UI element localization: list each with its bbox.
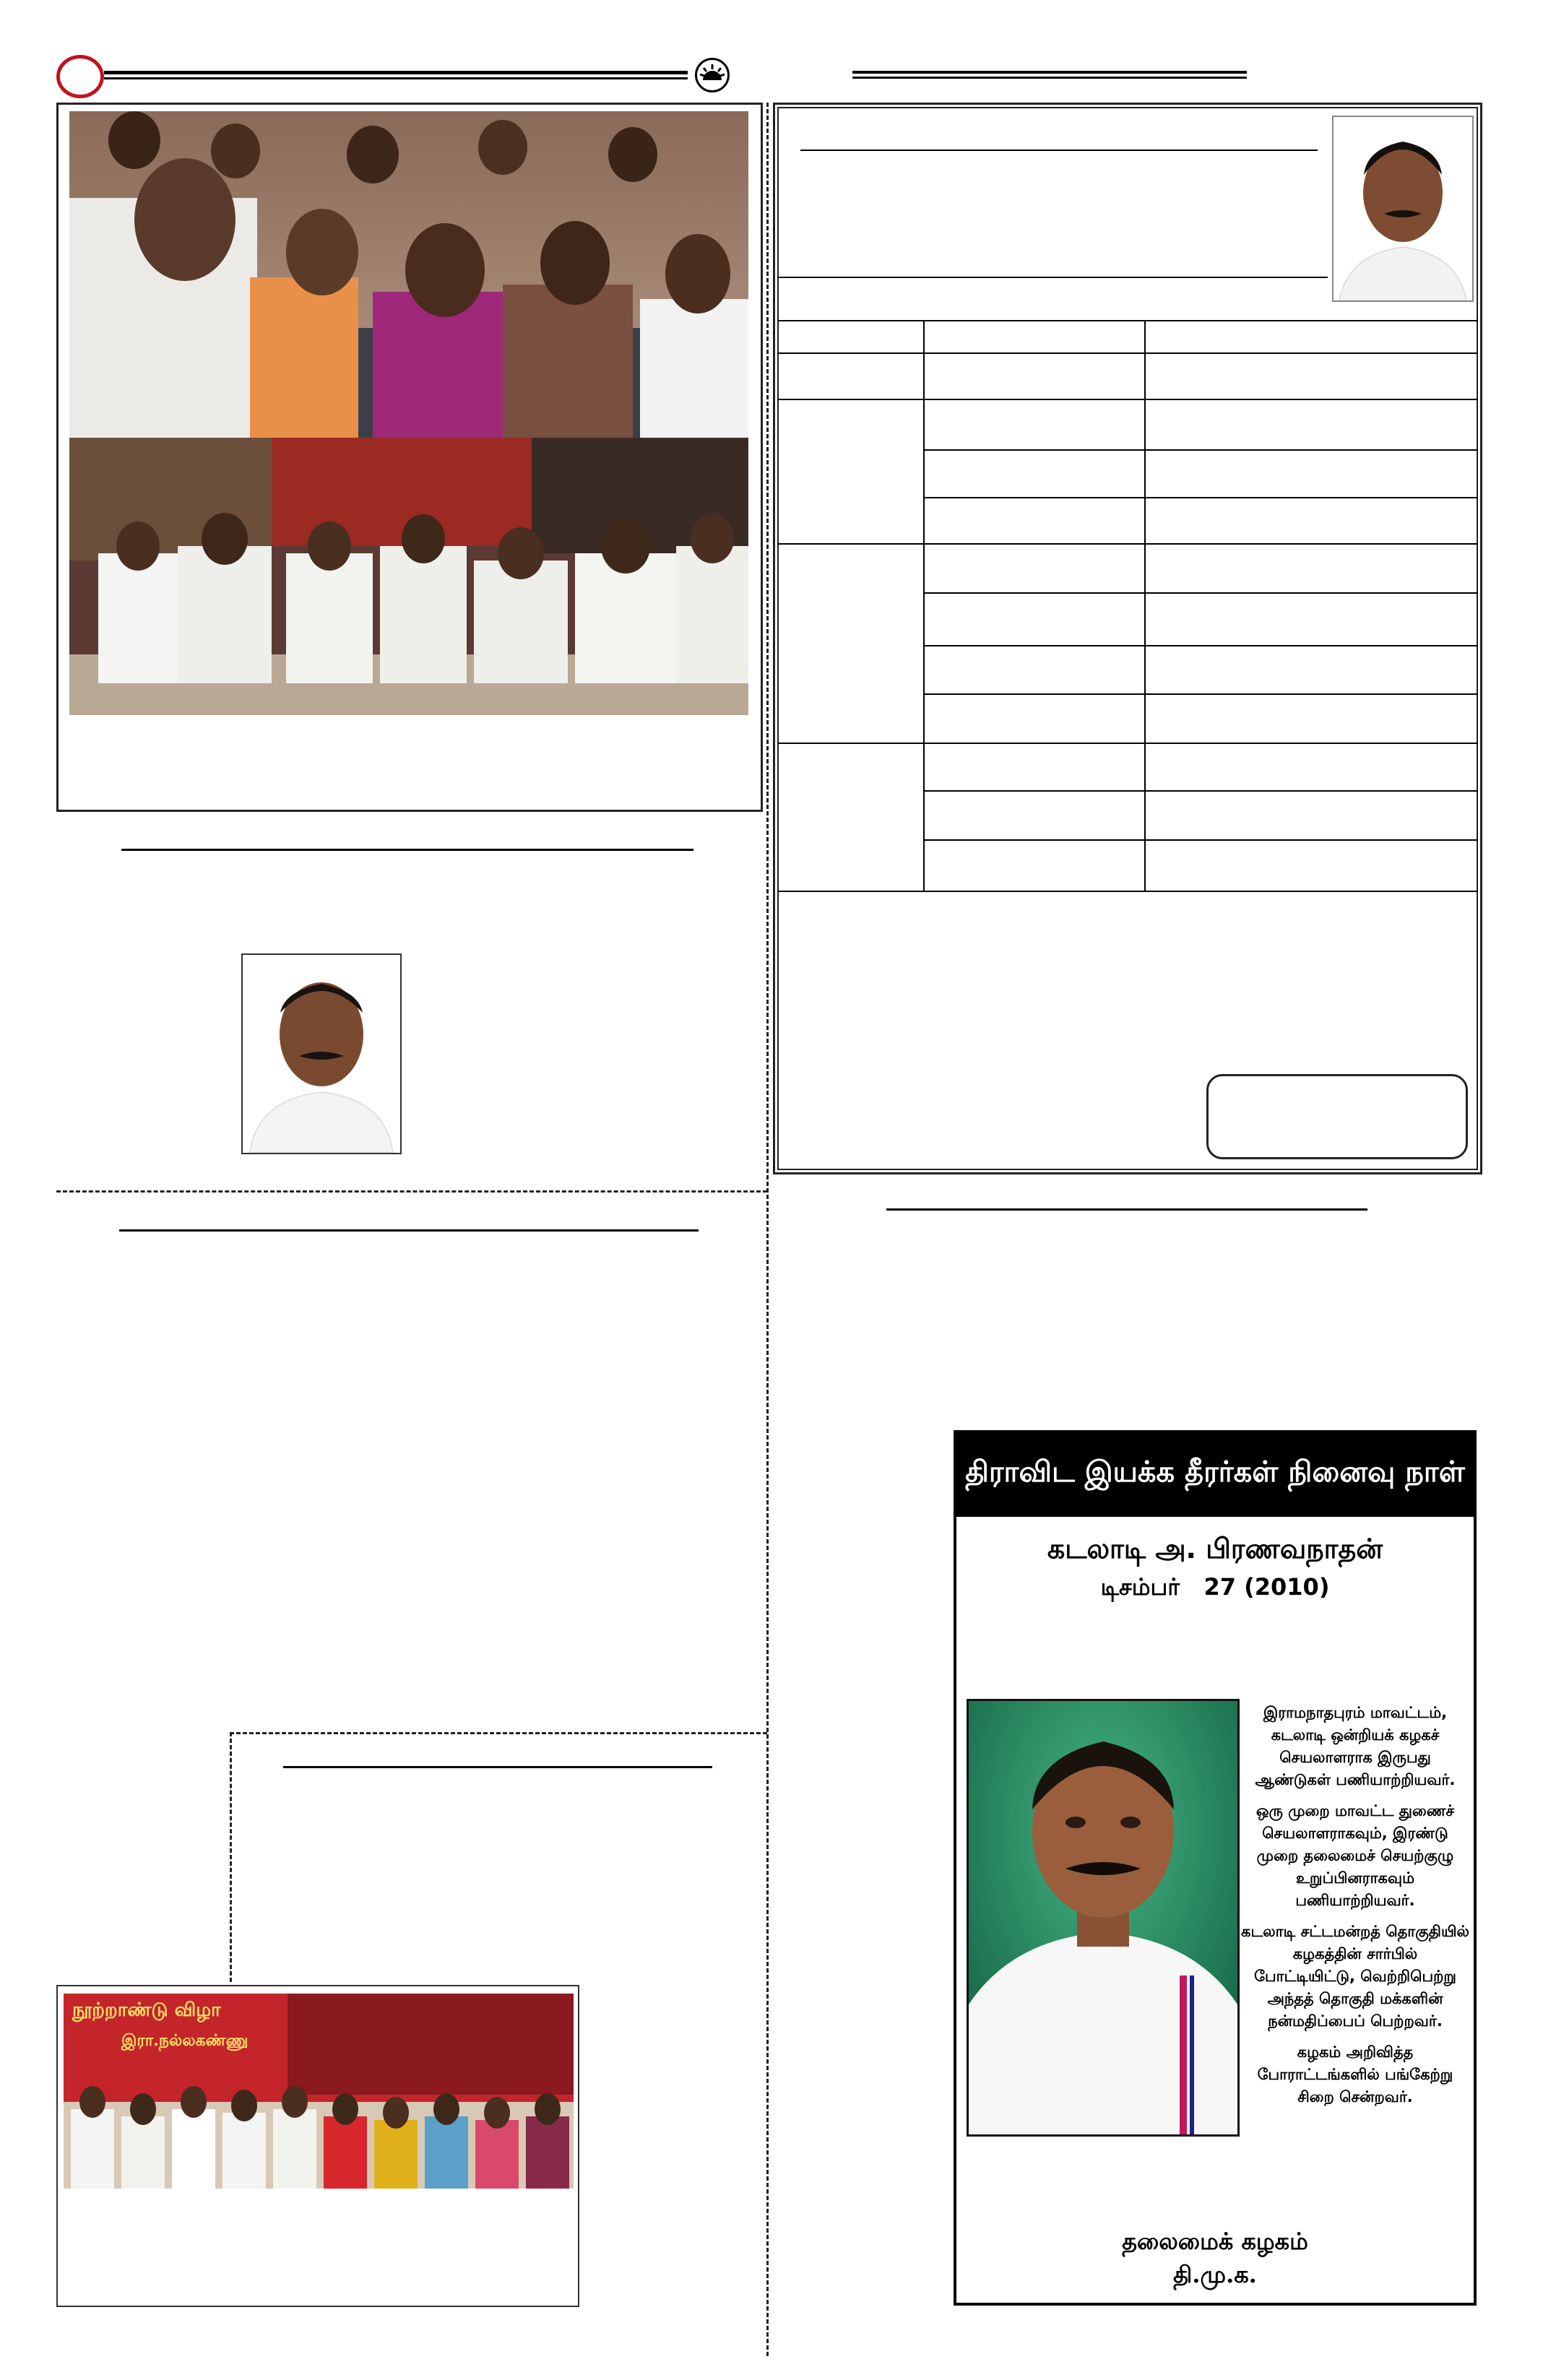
table-row-line [925, 790, 1478, 792]
centenary-banner-line1: நூற்றாண்டு விழா [72, 1999, 221, 2021]
rounded-note-box [1206, 1074, 1468, 1159]
centenary-banner-line2: இரா.நல்லகண்ணு [121, 2031, 248, 2050]
table-row-line [925, 693, 1478, 695]
right-page-header-rule-2 [852, 77, 1247, 79]
table-row-line [925, 645, 1478, 646]
memorial-bio-paragraph: ஒரு முறை மாவட்ட துணைச் செயலாளராகவும், இரண்டு முறை தலைமைச் செயற்குழு உறுப்பினராகவும் பணியாற்றியவர். [1255, 1802, 1455, 1909]
people-crowd-photo [69, 111, 748, 438]
centenary-celebration-photo [64, 1994, 574, 2189]
rising-sun-emblem-icon [695, 58, 730, 92]
table-row-line [925, 497, 1478, 498]
table-row-line [925, 839, 1478, 841]
section-divider-left [56, 1190, 767, 1193]
table-row-line [777, 352, 1478, 354]
portrait-photo-middle [241, 953, 402, 1154]
table-header-line [777, 320, 1478, 321]
table-bottom-line [777, 891, 1478, 892]
table-row-line [777, 743, 1478, 744]
memorial-bio-paragraph: இராமநாதபுரம் மாவட்டம், கடலாடி ஒன்றியக் கழகச் செயலாளராக இருபது ஆண்டுகள் பணியாற்றியவர். [1255, 1704, 1456, 1788]
memorial-name: கடலாடி அ. பிரணவநாதன் [1047, 1533, 1383, 1565]
memorial-header-text: திராவிட இயக்க தீரர்கள் நினைவு நாள் [965, 1455, 1465, 1489]
masthead-rule-bottom [104, 77, 688, 79]
table-row-line [925, 592, 1478, 594]
column-divider [766, 103, 769, 2356]
table-col1-divider [923, 320, 925, 891]
masthead-seal [56, 55, 104, 98]
memorial-bio-paragraph: கழகம் அறிவித்த போராட்டங்களில் பங்கேற்று சிறை சென்றவர். [1257, 2043, 1453, 2106]
memorial-footer-party: தி.மு.க. [1173, 2261, 1257, 2288]
inner-box-left [230, 1732, 232, 1982]
memorial-portrait-photo [967, 1699, 1240, 2137]
memorial-header-band [954, 1430, 1477, 1517]
table-col2-divider [1144, 320, 1146, 891]
right-article-heading-rule [886, 1208, 1367, 1211]
article-heading-rule [121, 849, 693, 851]
article-heading-rule-2 [119, 1229, 699, 1232]
masthead-rule-top [104, 71, 688, 74]
table-top-line [777, 277, 1328, 278]
table-heading-rule [800, 150, 1318, 151]
inner-box-top [230, 1732, 767, 1734]
article-heading-rule-3 [283, 1766, 712, 1768]
memorial-bio-paragraph: கடலாடி சட்டமன்றத் தொகுதியில் கழகத்தின் சார்பில் போட்டியிட்டு, வெற்றிபெற்று அந்தத் தொகுதி மக்களின் நன்மதிப்பைப் பெற்றவர். [1241, 1923, 1469, 2030]
memorial-bio [1241, 1702, 1469, 2108]
portrait-photo-right [1332, 116, 1474, 302]
memorial-footer-org: தலைமைக் கழகம் [1122, 2228, 1308, 2255]
memorial-date: டிசம்பர் 27 (2010) [1100, 1573, 1330, 1601]
table-row-line [925, 449, 1478, 451]
right-page-header-rule-1 [852, 71, 1247, 74]
table-row-line [777, 543, 1478, 545]
seated-leaders-photo [69, 438, 748, 715]
table-row-line [777, 399, 1478, 400]
